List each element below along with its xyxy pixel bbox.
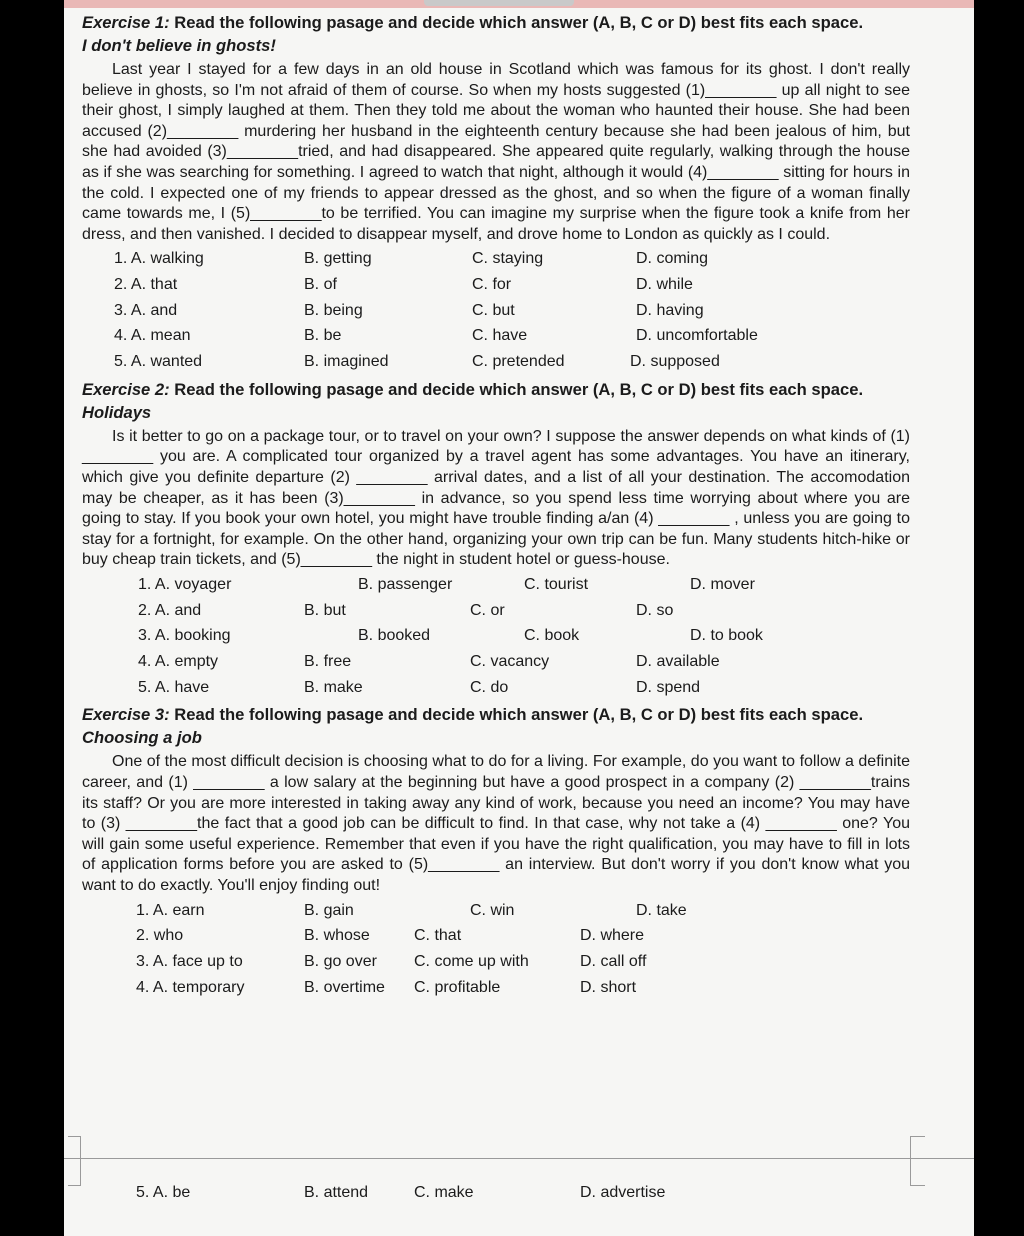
option-c: C. but bbox=[472, 301, 515, 319]
option-a: 1. A. voyager bbox=[138, 575, 232, 593]
option-a: 5. A. wanted bbox=[114, 353, 203, 371]
answer-options bbox=[82, 902, 910, 1005]
exercise-heading bbox=[82, 12, 910, 33]
question-row bbox=[82, 927, 910, 953]
exercise-3 bbox=[82, 704, 910, 1004]
option-b: B. being bbox=[304, 301, 363, 319]
option-c: C. for bbox=[472, 276, 512, 294]
option-d: D. having bbox=[636, 301, 704, 319]
option-c: C. have bbox=[472, 327, 528, 345]
question-row bbox=[82, 576, 910, 602]
option-b: B. go over bbox=[304, 952, 377, 970]
exercise-instruction: Read the following pasage and decide which answer (A, B, C or D) best fits each space. bbox=[169, 13, 864, 32]
page-break-line bbox=[64, 1158, 974, 1159]
question-row bbox=[82, 902, 910, 928]
option-b: B. booked bbox=[358, 627, 431, 645]
option-c: C. profitable bbox=[414, 978, 501, 996]
question-row bbox=[82, 979, 910, 1005]
option-b: B. free bbox=[304, 653, 352, 670]
option-c: C. come up with bbox=[414, 952, 529, 970]
worksheet-page bbox=[64, 0, 974, 1236]
cropped-header-mark bbox=[424, 0, 574, 6]
exercise-instruction: Read the following pasage and decide which answer (A, B, C or D) best fits each space. bbox=[169, 705, 864, 725]
exercise-2 bbox=[82, 379, 910, 705]
option-b: B. make bbox=[304, 678, 363, 696]
option-b: B. attend bbox=[304, 1184, 369, 1201]
option-d: D. to book bbox=[690, 627, 763, 645]
option-c: C. vacancy bbox=[470, 653, 550, 670]
option-b: B. of bbox=[304, 276, 337, 294]
exercise-label: Exercise 3: bbox=[82, 705, 170, 725]
option-c: C. staying bbox=[472, 250, 544, 268]
option-a: 4. A. mean bbox=[114, 327, 191, 345]
option-d: D. spend bbox=[636, 678, 701, 696]
option-d: D. supposed bbox=[630, 353, 720, 371]
option-d: D. coming bbox=[636, 250, 709, 268]
option-b: B. but bbox=[304, 601, 346, 619]
option-a: 5. A. be bbox=[136, 1184, 191, 1201]
option-b: B. gain bbox=[304, 901, 354, 919]
option-b: B. whose bbox=[304, 927, 370, 945]
page-corner-mark-right bbox=[910, 1136, 925, 1186]
option-c: C. do bbox=[470, 678, 509, 696]
option-a: 1. A. walking bbox=[114, 250, 204, 268]
exercise-heading bbox=[82, 704, 910, 725]
question-row bbox=[82, 679, 910, 705]
option-a: 2. A. and bbox=[138, 601, 202, 619]
option-b: B. be bbox=[304, 327, 342, 345]
exercise-heading bbox=[82, 379, 910, 400]
option-a: 2. who bbox=[136, 927, 184, 945]
option-b: B. passenger bbox=[358, 575, 453, 593]
option-a: 3. A. booking bbox=[138, 627, 231, 645]
question-row bbox=[82, 627, 910, 653]
option-d: D. available bbox=[636, 653, 720, 670]
option-d: D. so bbox=[636, 601, 674, 619]
option-a: 4. A. temporary bbox=[136, 978, 245, 996]
exercise-label: Exercise 1: bbox=[82, 13, 170, 32]
option-a: 5. A. have bbox=[138, 678, 210, 696]
option-b: B. imagined bbox=[304, 353, 389, 371]
question-row bbox=[82, 653, 910, 679]
option-d: D. call off bbox=[580, 952, 647, 970]
answer-options bbox=[82, 250, 910, 378]
exercise-label: Exercise 2: bbox=[82, 379, 170, 399]
exercise-1 bbox=[82, 12, 910, 379]
page-corner-mark-left bbox=[68, 1136, 81, 1186]
option-c: C. or bbox=[470, 601, 505, 619]
option-d: D. where bbox=[580, 927, 645, 945]
passage-text: Is it better to go on a package tour, or to travel on your own? I suppose the answer depends on what kinds of (1) ________ you are. A complicated tour organized by a travel agent has some advantages. You have an itinerary, which give you definite departure (2) ________ arrival dates, and a list of all your destination. The accomodation may be cheaper, as it has been (3)________ in advance, so you spend less time worrying about where you are going to stay. If you book your own hotel, you might have trouble finding a/an (4) ________ , unless you are going to stay for a fortnight, for example. On the other hand, organizing your own trip can be fun. Many students hitch-hike or buy cheap train tickets, and (5)________ the night in student hotel or guess-house. bbox=[82, 427, 910, 569]
passage-title: I don't believe in ghosts! bbox=[82, 36, 276, 55]
question-row bbox=[82, 327, 910, 353]
question-row bbox=[82, 602, 910, 628]
exercise-instruction: Read the following pasage and decide which answer (A, B, C or D) best fits each space. bbox=[169, 379, 864, 399]
option-d: D. mover bbox=[690, 575, 755, 593]
option-d: D. uncomfortable bbox=[636, 327, 758, 345]
option-a: 3. A. and bbox=[114, 301, 178, 319]
option-d: D. take bbox=[636, 901, 687, 919]
question-row bbox=[82, 353, 910, 379]
option-c: C. pretended bbox=[472, 353, 565, 371]
option-a: 1. A. earn bbox=[136, 901, 205, 919]
question-row bbox=[82, 250, 910, 276]
option-a: 2. A. that bbox=[114, 276, 178, 294]
option-c: C. win bbox=[470, 901, 515, 919]
passage-text: Last year I stayed for a few days in an old house in Scotland which was famous for its ghost. I don't really believe in ghosts, so I'm not afraid of them of course. So when my hosts suggested (1)________ up all night to see their ghost, I simply laughed at them. Then they told me about the woman who haunted their house. She had been accused (2)________ murdering her husband in the eighteenth century because she had been jealous of him, but she had avoided (3)________tried, and had disappeared. She appeared quite regularly, walking through the house as if she was searching for something. I agreed to watch that night, although it would (4)________ sitting for hours in the cold. I expected one of my friends to appear dressed as the ghost, and so when the figure of a woman finally came towards me, I (5)________to be terrified. You can imagine my surprise when the figure took a knife from her dress, and then vanished. I decided to disappear myself, and drove home to London as quickly as I could. bbox=[82, 61, 910, 243]
option-c: C. make bbox=[414, 1184, 474, 1201]
question-row bbox=[82, 276, 910, 302]
worksheet-content bbox=[82, 12, 910, 1004]
option-d: D. advertise bbox=[580, 1184, 666, 1201]
option-c: C. that bbox=[414, 927, 462, 945]
option-c: C. book bbox=[524, 627, 580, 645]
option-a: 4. A. empty bbox=[138, 653, 219, 670]
option-d: D. while bbox=[636, 276, 693, 294]
passage-title: Holidays bbox=[82, 402, 152, 422]
option-b: B. getting bbox=[304, 250, 372, 268]
question-row-continued bbox=[64, 1184, 974, 1208]
option-c: C. tourist bbox=[524, 575, 589, 593]
option-d: D. short bbox=[580, 978, 637, 996]
passage-title: Choosing a job bbox=[82, 728, 202, 748]
question-row bbox=[82, 302, 910, 328]
answer-options bbox=[82, 576, 910, 704]
passage-text: One of the most difficult decision is choosing what to do for a living. For example, do you want to follow a definite career, and (1) ________ a low salary at the beginning but have a good prospect in a company (2) ________trains its staff? Or you are more interested in taking away any kind of work, because you need an income? You may have to (3) ________the fact that a good job can be difficult to find. In that case, why not take a (4) ________ one? You will gain some useful experience. Remember that even if you have the right qualification, you may have to fill in lots of application forms before you are asked to (5)________ an interview. But don't worry if you don't know what you want to do exactly. You'll enjoy finding out! bbox=[82, 753, 910, 894]
question-row bbox=[82, 953, 910, 979]
option-b: B. overtime bbox=[304, 978, 385, 996]
option-a: 3. A. face up to bbox=[136, 952, 243, 970]
